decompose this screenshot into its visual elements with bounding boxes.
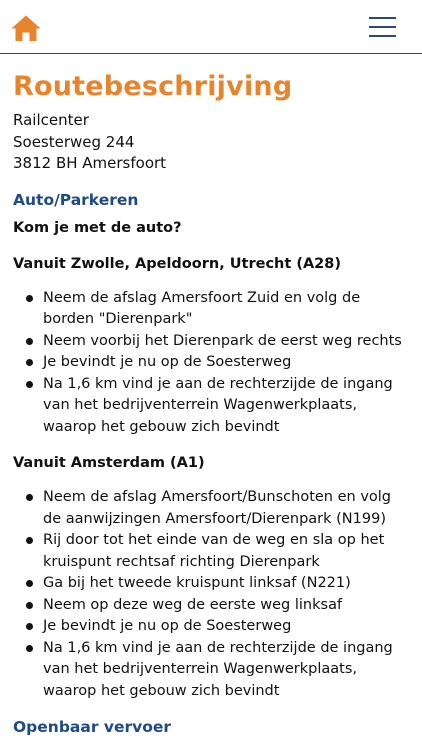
list-item: Je bevindt je nu op de Soesterweg	[13, 352, 413, 374]
car-intro: Kom je met de auto?	[13, 219, 182, 236]
main-content	[13, 54, 413, 738]
section-heading-car: Auto/Parkeren	[13, 190, 139, 209]
menu-button[interactable]	[369, 16, 396, 38]
list-item: Neem de afslag Amersfoort Zuid en volg de borden "Dierenpark"	[13, 288, 413, 331]
list-item: Na 1,6 km vind je aan de rechterzijde de ingang van het bedrijventerrein Wagenwerkplaats, waarop het gebouw zich bevindt	[13, 638, 413, 703]
route-steps-amsterdam	[13, 487, 413, 702]
page-title: Routebeschrijving	[13, 71, 293, 102]
address-block	[13, 110, 413, 175]
address-name: Railcenter	[13, 111, 89, 129]
list-item: Rij door tot het einde van de weg en sla op het kruispunt rechtsaf richting Dierenpark	[13, 530, 413, 573]
section-heading-public-transport: Openbaar vervoer	[13, 718, 172, 736]
home-icon	[10, 14, 42, 42]
list-item: Ga bij het tweede kruispunt linksaf (N221)	[13, 573, 413, 595]
list-item: Na 1,6 km vind je aan de rechterzijde de ingang van het bedrijventerrein Wagenwerkplaats, waarop het gebouw zich bevindt	[13, 374, 413, 439]
list-item: Je bevindt je nu op de Soesterweg	[13, 616, 413, 638]
route-heading-zwolle: Vanuit Zwolle, Apeldoorn, Utrecht (A28)	[13, 255, 341, 272]
list-item: Neem voorbij het Dierenpark de eerst weg rechts	[13, 331, 413, 353]
route-steps-zwolle	[13, 288, 413, 439]
route-heading-amsterdam: Vanuit Amsterdam (A1)	[13, 455, 205, 471]
hamburger-menu-icon	[369, 16, 396, 38]
list-item: Neem de afslag Amersfoort/Bunschoten en volg de aanwijzingen Amersfoort/Dierenpark (N199)	[13, 487, 413, 530]
address-postal-city: 3812 BH Amersfoort	[13, 154, 167, 172]
top-navigation-bar	[0, 0, 422, 54]
list-item: Neem op deze weg de eerste weg linksaf	[13, 595, 413, 617]
home-button[interactable]	[10, 14, 42, 42]
address-street: Soesterweg 244	[13, 132, 135, 151]
